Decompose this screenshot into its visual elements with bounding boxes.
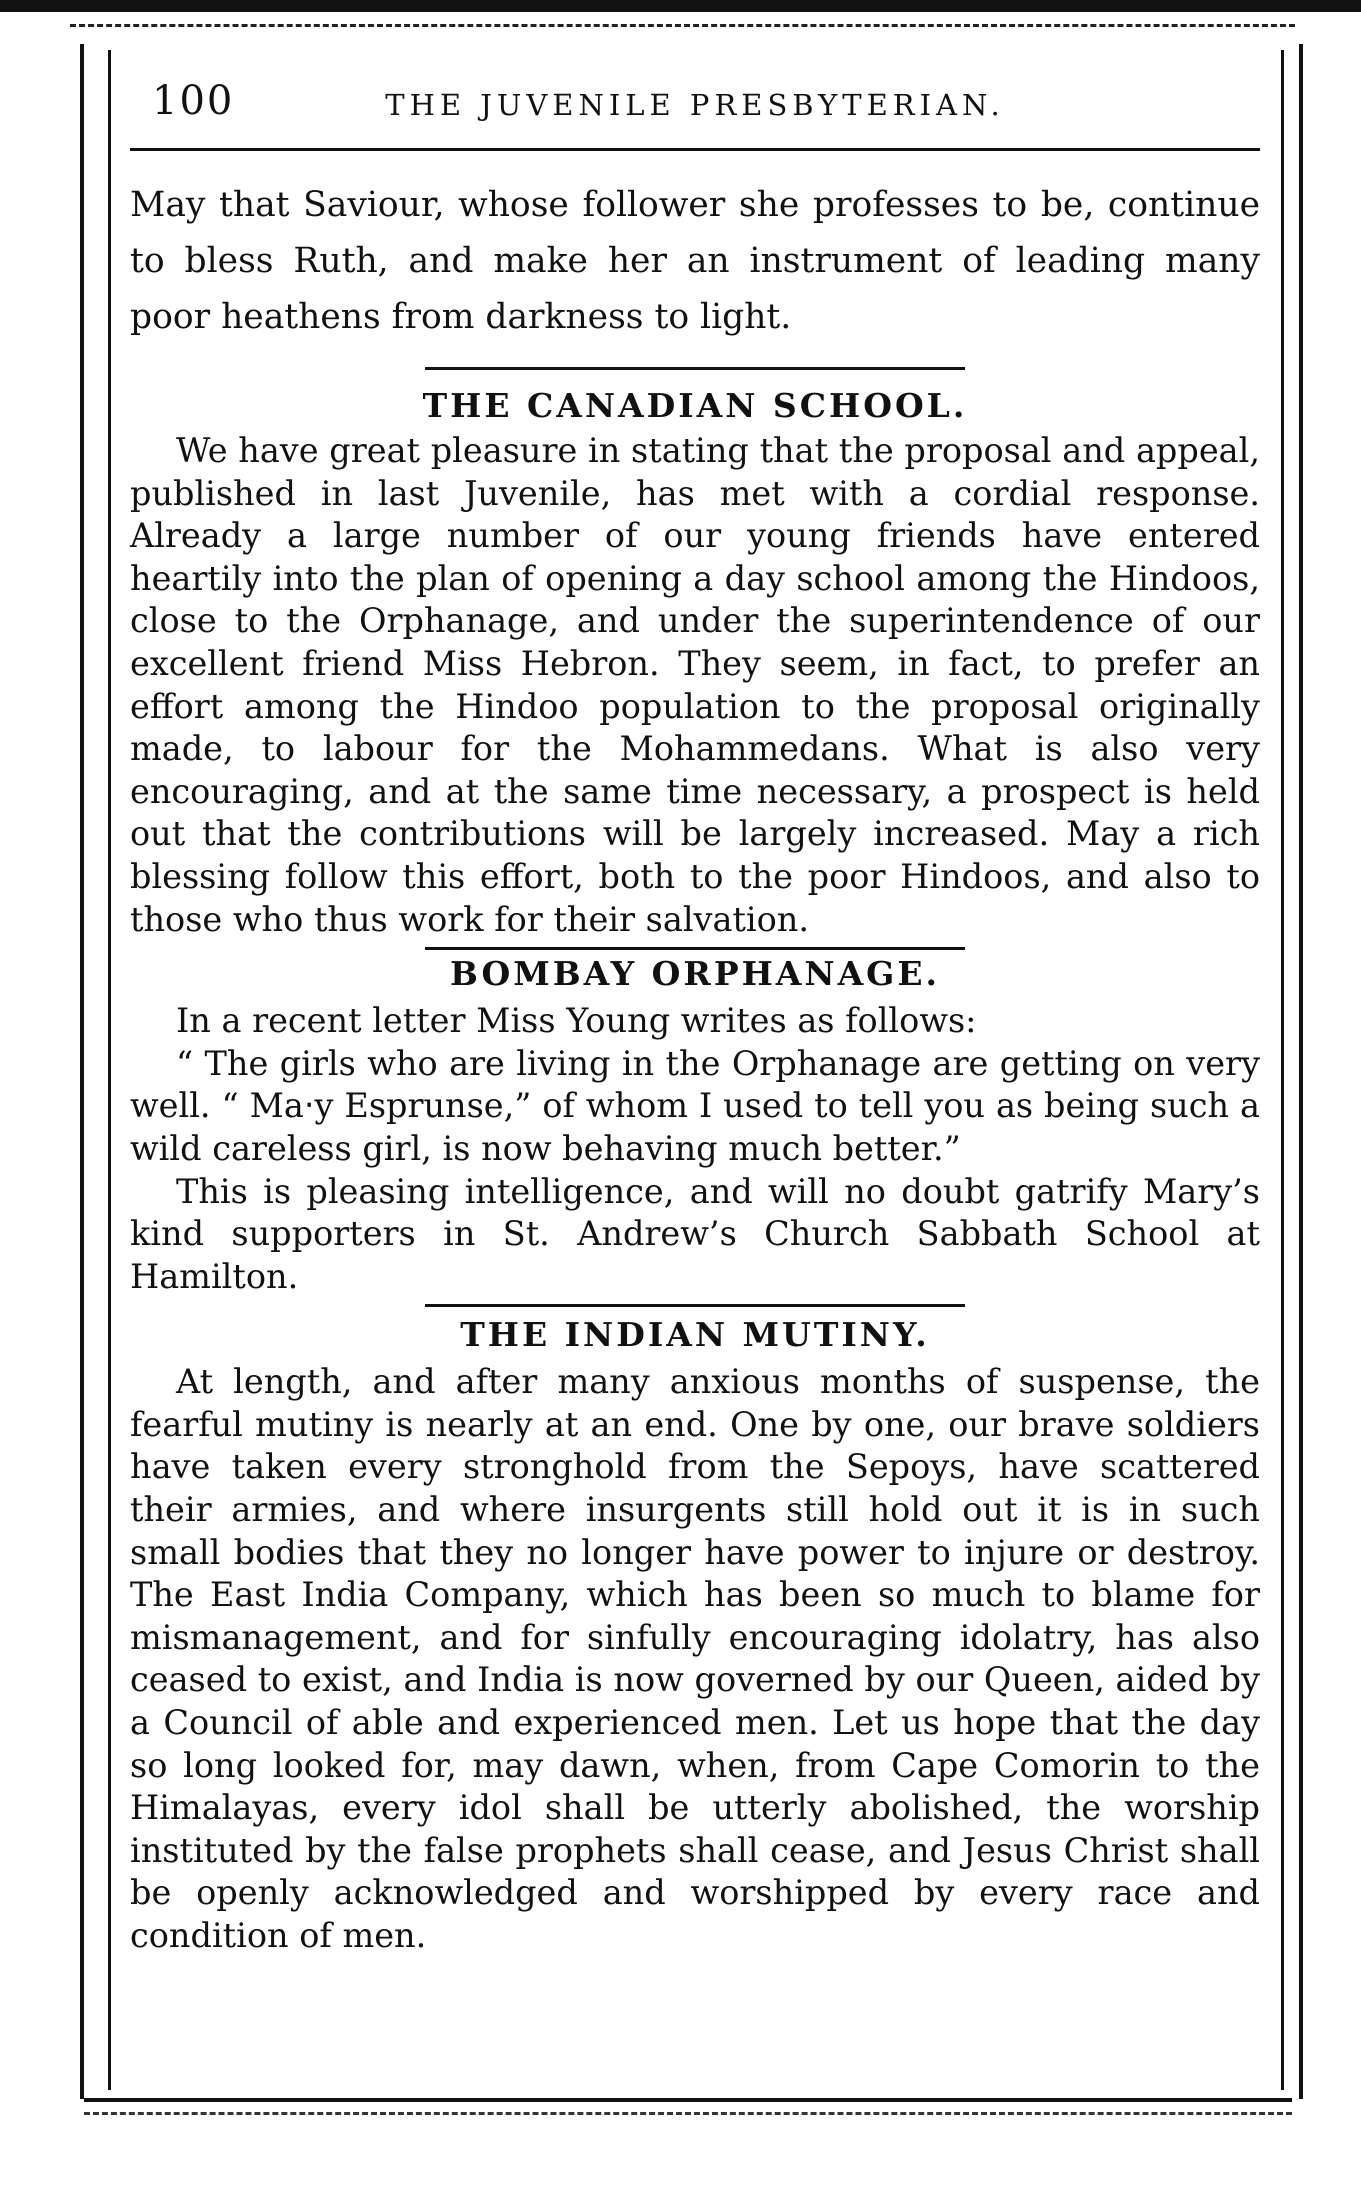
- intro-paragraph: May that Saviour, whose follower she professes to be, continue to bless Ruth, and make her an instrument of leading many poor heathens from darkness to light.: [130, 185, 1260, 337]
- top-border-rule: [0, 0, 1361, 12]
- page-number: 100: [152, 78, 235, 124]
- section-heading-canadian-school: THE CANADIAN SCHOOL.: [422, 386, 968, 425]
- section-heading-bombay-orphanage: BOMBAY ORPHANAGE.: [449, 954, 941, 994]
- section-heading-indian-mutiny: THE INDIAN MUTINY.: [460, 1315, 930, 1355]
- bottom-dashed-rule: [84, 2112, 1292, 2115]
- section-divider: [425, 947, 965, 950]
- bottom-border-rule: [84, 2098, 1292, 2102]
- section-divider: [425, 367, 965, 370]
- section-paragraph: We have great pleasure in stating that the proposal and appeal, published in last Juvenile, has met with a cordial response. Already a large number of our young friends have entered heartily into the plan of opening a day school among the Hindoos, close to the Orphanage, and under the superintendence of our excellent friend Miss Hebron. They seem, in fact, to prefer an effort among the Hindoo population to the proposal originally made, to labour for the Mohammedans. What is also very encouraging, and at the same time necessary, a prospect is held out that the contributions will be largely increased. May a rich blessing follow this effort, both to the poor Hindoos, and also to those who thus work for their salvation.: [130, 431, 1260, 939]
- section-paragraph: At length, and after many anxious months of suspense, the fearful mutiny is nearly at an end. One by one, our brave soldiers have taken every stronghold from the Sepoys, have scattered their armies, and where insurgents still hold out it is in such small bodies that they no longer have power to injure or destroy. The East India Company, which has been so much to blame for mismanagement, and for sinfully encouraging idolatry, has also ceased to exist, and India is now governed by our Queen, aided by a Council of able and experienced men. Let us hope that the day so long looked for, may dawn, when, from Cape Comorin to the Himalayas, every idol shall be utterly abolished, the worship instituted by the false prophets shall cease, and Jesus Christ shall be openly acknowledged and worshipped by every race and condition of men.: [130, 1362, 1260, 1955]
- section-divider: [425, 1304, 965, 1307]
- running-head: [130, 60, 1260, 151]
- top-dashed-rule: [70, 24, 1295, 27]
- section-paragraph: This is pleasing intelligence, and will no doubt gatrify Mary’s kind supporters in St. Andrew’s Church Sabbath School at Hamilton.: [130, 1171, 1260, 1296]
- page-column: [130, 60, 1260, 2080]
- journal-title: THE JUVENILE PRESBYTERIAN.: [385, 88, 1005, 122]
- section-paragraph: “ The girls who are living in the Orphanage are getting on very well. “ Ma‧y Esprunse,” of whom I used to tell you as being such a wild careless girl, is now behaving much better.”: [130, 1043, 1260, 1168]
- section-paragraph: In a recent letter Miss Young writes as follows:: [176, 1001, 977, 1041]
